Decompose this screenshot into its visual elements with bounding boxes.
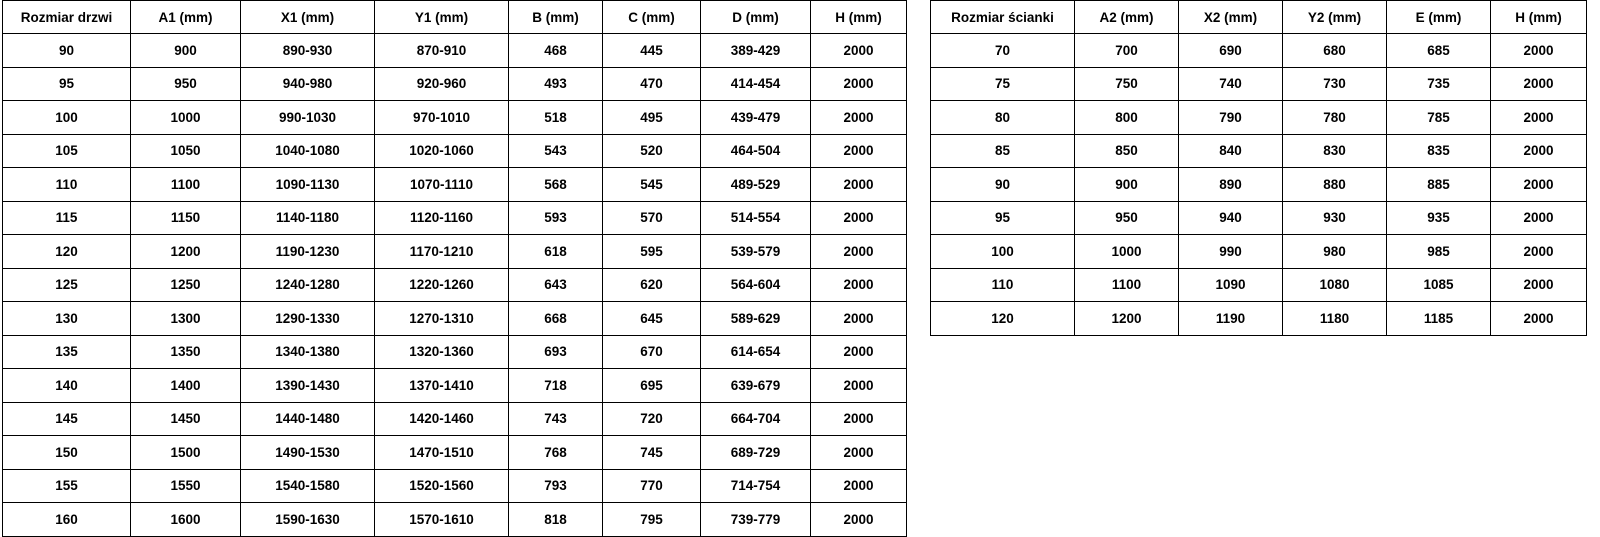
table-cell: 1200 xyxy=(1075,302,1179,336)
table-cell: 439-479 xyxy=(701,101,811,135)
column-header: D (mm) xyxy=(701,1,811,34)
table-cell: 2000 xyxy=(1491,168,1587,202)
table-cell: 645 xyxy=(603,302,701,336)
table-cell: 389-429 xyxy=(701,34,811,68)
table-cell: 1340-1380 xyxy=(241,335,375,369)
table-cell: 714-754 xyxy=(701,469,811,503)
table-row xyxy=(3,67,907,101)
table-cell: 543 xyxy=(509,134,603,168)
table-cell: 1240-1280 xyxy=(241,268,375,302)
column-header: H (mm) xyxy=(811,1,907,34)
table-cell: 850 xyxy=(1075,134,1179,168)
table-row xyxy=(931,268,1587,302)
table-cell: 620 xyxy=(603,268,701,302)
table-cell: 818 xyxy=(509,503,603,537)
table-cell: 135 xyxy=(3,335,131,369)
table-cell: 518 xyxy=(509,101,603,135)
table-cell: 1040-1080 xyxy=(241,134,375,168)
table-cell: 564-604 xyxy=(701,268,811,302)
table-cell: 570 xyxy=(603,201,701,235)
table-row xyxy=(931,302,1587,336)
table-cell: 595 xyxy=(603,235,701,269)
table-cell: 700 xyxy=(1075,34,1179,68)
table-cell: 900 xyxy=(131,34,241,68)
table-cell: 2000 xyxy=(811,134,907,168)
table-cell: 780 xyxy=(1283,101,1387,135)
table-row xyxy=(3,201,907,235)
table-cell: 2000 xyxy=(1491,302,1587,336)
table-cell: 539-579 xyxy=(701,235,811,269)
table-cell: 1500 xyxy=(131,436,241,470)
table-cell: 2000 xyxy=(811,335,907,369)
table-cell: 920-960 xyxy=(375,67,509,101)
table-cell: 105 xyxy=(3,134,131,168)
table-cell: 793 xyxy=(509,469,603,503)
table-header-row xyxy=(3,1,907,34)
table-cell: 720 xyxy=(603,402,701,436)
table-cell: 130 xyxy=(3,302,131,336)
table-cell: 1250 xyxy=(131,268,241,302)
table-row xyxy=(3,503,907,537)
table-cell: 985 xyxy=(1387,235,1491,269)
table-cell: 795 xyxy=(603,503,701,537)
table-cell: 750 xyxy=(1075,67,1179,101)
table-row xyxy=(3,436,907,470)
table-cell: 1170-1210 xyxy=(375,235,509,269)
table-cell: 685 xyxy=(1387,34,1491,68)
table-cell: 445 xyxy=(603,34,701,68)
table-cell: 493 xyxy=(509,67,603,101)
table-cell: 1080 xyxy=(1283,268,1387,302)
table-row xyxy=(3,469,907,503)
table-cell: 470 xyxy=(603,67,701,101)
table-cell: 935 xyxy=(1387,201,1491,235)
column-header: C (mm) xyxy=(603,1,701,34)
column-header: H (mm) xyxy=(1491,1,1587,34)
table-header-row xyxy=(931,1,1587,34)
column-header: A1 (mm) xyxy=(131,1,241,34)
table-cell: 2000 xyxy=(1491,101,1587,135)
table-cell: 514-554 xyxy=(701,201,811,235)
table-cell: 80 xyxy=(931,101,1075,135)
table-cell: 1090 xyxy=(1179,268,1283,302)
table-cell: 2000 xyxy=(1491,34,1587,68)
table-cell: 743 xyxy=(509,402,603,436)
table-cell: 120 xyxy=(931,302,1075,336)
table-cell: 520 xyxy=(603,134,701,168)
table-cell: 85 xyxy=(931,134,1075,168)
table-cell: 1200 xyxy=(131,235,241,269)
table-cell: 70 xyxy=(931,34,1075,68)
table-cell: 2000 xyxy=(811,503,907,537)
table-cell: 90 xyxy=(3,34,131,68)
table-cell: 1220-1260 xyxy=(375,268,509,302)
table-cell: 970-1010 xyxy=(375,101,509,135)
table-cell: 414-454 xyxy=(701,67,811,101)
table-cell: 95 xyxy=(931,201,1075,235)
table-cell: 664-704 xyxy=(701,402,811,436)
table-cell: 545 xyxy=(603,168,701,202)
table-cell: 830 xyxy=(1283,134,1387,168)
table-cell: 2000 xyxy=(1491,268,1587,302)
table-row xyxy=(3,168,907,202)
table-cell: 900 xyxy=(1075,168,1179,202)
table-cell: 1100 xyxy=(131,168,241,202)
column-header: A2 (mm) xyxy=(1075,1,1179,34)
door-size-table xyxy=(2,0,907,537)
table-cell: 120 xyxy=(3,235,131,269)
table-cell: 990 xyxy=(1179,235,1283,269)
table-cell: 2000 xyxy=(1491,67,1587,101)
table-cell: 1190-1230 xyxy=(241,235,375,269)
table-cell: 2000 xyxy=(811,369,907,403)
table-cell: 730 xyxy=(1283,67,1387,101)
table-cell: 1185 xyxy=(1387,302,1491,336)
table-cell: 693 xyxy=(509,335,603,369)
table-row xyxy=(931,34,1587,68)
table-cell: 840 xyxy=(1179,134,1283,168)
table-cell: 1520-1560 xyxy=(375,469,509,503)
table-cell: 930 xyxy=(1283,201,1387,235)
table-cell: 140 xyxy=(3,369,131,403)
table-cell: 670 xyxy=(603,335,701,369)
table-row xyxy=(3,101,907,135)
table-cell: 1000 xyxy=(1075,235,1179,269)
table-cell: 90 xyxy=(931,168,1075,202)
column-header: Y2 (mm) xyxy=(1283,1,1387,34)
column-header: X2 (mm) xyxy=(1179,1,1283,34)
table-cell: 1390-1430 xyxy=(241,369,375,403)
table-cell: 614-654 xyxy=(701,335,811,369)
table-cell: 1150 xyxy=(131,201,241,235)
column-header: B (mm) xyxy=(509,1,603,34)
table-cell: 990-1030 xyxy=(241,101,375,135)
table-cell: 880 xyxy=(1283,168,1387,202)
table-cell: 800 xyxy=(1075,101,1179,135)
table-cell: 835 xyxy=(1387,134,1491,168)
table-cell: 690 xyxy=(1179,34,1283,68)
table-cell: 890-930 xyxy=(241,34,375,68)
column-header: Rozmiar drzwi xyxy=(3,1,131,34)
table-cell: 1570-1610 xyxy=(375,503,509,537)
table-cell: 160 xyxy=(3,503,131,537)
table-cell: 1120-1160 xyxy=(375,201,509,235)
table-cell: 1590-1630 xyxy=(241,503,375,537)
table-row xyxy=(931,168,1587,202)
table-cell: 150 xyxy=(3,436,131,470)
table-cell: 890 xyxy=(1179,168,1283,202)
table-cell: 2000 xyxy=(1491,201,1587,235)
table-cell: 1100 xyxy=(1075,268,1179,302)
column-header: X1 (mm) xyxy=(241,1,375,34)
table-cell: 785 xyxy=(1387,101,1491,135)
table-cell: 495 xyxy=(603,101,701,135)
table-cell: 870-910 xyxy=(375,34,509,68)
table-cell: 689-729 xyxy=(701,436,811,470)
table-cell: 115 xyxy=(3,201,131,235)
column-header: Y1 (mm) xyxy=(375,1,509,34)
table-cell: 75 xyxy=(931,67,1075,101)
table-cell: 125 xyxy=(3,268,131,302)
table-cell: 95 xyxy=(3,67,131,101)
table-cell: 1550 xyxy=(131,469,241,503)
table-cell: 2000 xyxy=(811,201,907,235)
table-cell: 718 xyxy=(509,369,603,403)
table-cell: 2000 xyxy=(811,469,907,503)
table-cell: 1370-1410 xyxy=(375,369,509,403)
table-cell: 790 xyxy=(1179,101,1283,135)
table-cell: 110 xyxy=(931,268,1075,302)
table-cell: 1270-1310 xyxy=(375,302,509,336)
wall-size-table-container xyxy=(930,0,1587,336)
table-cell: 568 xyxy=(509,168,603,202)
table-cell: 739-779 xyxy=(701,503,811,537)
table-cell: 950 xyxy=(1075,201,1179,235)
table-cell: 100 xyxy=(931,235,1075,269)
table-cell: 740 xyxy=(1179,67,1283,101)
table-cell: 885 xyxy=(1387,168,1491,202)
table-cell: 735 xyxy=(1387,67,1491,101)
table-cell: 1450 xyxy=(131,402,241,436)
table-cell: 745 xyxy=(603,436,701,470)
table-cell: 980 xyxy=(1283,235,1387,269)
table-cell: 950 xyxy=(131,67,241,101)
table-cell: 2000 xyxy=(811,436,907,470)
table-cell: 589-629 xyxy=(701,302,811,336)
table-cell: 1070-1110 xyxy=(375,168,509,202)
table-row xyxy=(3,235,907,269)
table-row xyxy=(931,201,1587,235)
table-cell: 464-504 xyxy=(701,134,811,168)
table-cell: 1140-1180 xyxy=(241,201,375,235)
table-row xyxy=(3,268,907,302)
table-cell: 468 xyxy=(509,34,603,68)
table-cell: 1350 xyxy=(131,335,241,369)
door-size-table-container xyxy=(2,0,907,537)
table-cell: 1300 xyxy=(131,302,241,336)
table-cell: 1180 xyxy=(1283,302,1387,336)
table-cell: 1600 xyxy=(131,503,241,537)
table-cell: 100 xyxy=(3,101,131,135)
table-cell: 145 xyxy=(3,402,131,436)
table-cell: 1050 xyxy=(131,134,241,168)
table-cell: 770 xyxy=(603,469,701,503)
table-cell: 1490-1530 xyxy=(241,436,375,470)
table-cell: 768 xyxy=(509,436,603,470)
table-row xyxy=(3,402,907,436)
table-cell: 695 xyxy=(603,369,701,403)
table-row xyxy=(931,67,1587,101)
table-cell: 2000 xyxy=(811,402,907,436)
table-cell: 2000 xyxy=(811,268,907,302)
table-cell: 1540-1580 xyxy=(241,469,375,503)
table-cell: 680 xyxy=(1283,34,1387,68)
table-cell: 2000 xyxy=(811,67,907,101)
table-cell: 1190 xyxy=(1179,302,1283,336)
table-row xyxy=(3,302,907,336)
table-cell: 1090-1130 xyxy=(241,168,375,202)
wall-size-table xyxy=(930,0,1587,336)
table-cell: 618 xyxy=(509,235,603,269)
table-cell: 1470-1510 xyxy=(375,436,509,470)
table-row xyxy=(3,134,907,168)
table-cell: 639-679 xyxy=(701,369,811,403)
table-cell: 1000 xyxy=(131,101,241,135)
column-header: E (mm) xyxy=(1387,1,1491,34)
table-row xyxy=(931,235,1587,269)
table-cell: 940-980 xyxy=(241,67,375,101)
table-cell: 489-529 xyxy=(701,168,811,202)
table-row xyxy=(3,34,907,68)
table-cell: 940 xyxy=(1179,201,1283,235)
table-cell: 110 xyxy=(3,168,131,202)
table-cell: 1290-1330 xyxy=(241,302,375,336)
table-row xyxy=(931,101,1587,135)
column-header: Rozmiar ścianki xyxy=(931,1,1075,34)
table-cell: 1020-1060 xyxy=(375,134,509,168)
table-cell: 668 xyxy=(509,302,603,336)
table-cell: 1400 xyxy=(131,369,241,403)
table-cell: 593 xyxy=(509,201,603,235)
table-cell: 643 xyxy=(509,268,603,302)
table-cell: 2000 xyxy=(1491,235,1587,269)
table-row xyxy=(3,369,907,403)
table-cell: 2000 xyxy=(811,101,907,135)
table-cell: 155 xyxy=(3,469,131,503)
table-row xyxy=(3,335,907,369)
table-cell: 2000 xyxy=(1491,134,1587,168)
table-row xyxy=(931,134,1587,168)
table-cell: 2000 xyxy=(811,235,907,269)
table-cell: 1420-1460 xyxy=(375,402,509,436)
table-cell: 2000 xyxy=(811,302,907,336)
table-cell: 1440-1480 xyxy=(241,402,375,436)
table-cell: 2000 xyxy=(811,34,907,68)
table-cell: 2000 xyxy=(811,168,907,202)
table-cell: 1085 xyxy=(1387,268,1491,302)
table-cell: 1320-1360 xyxy=(375,335,509,369)
